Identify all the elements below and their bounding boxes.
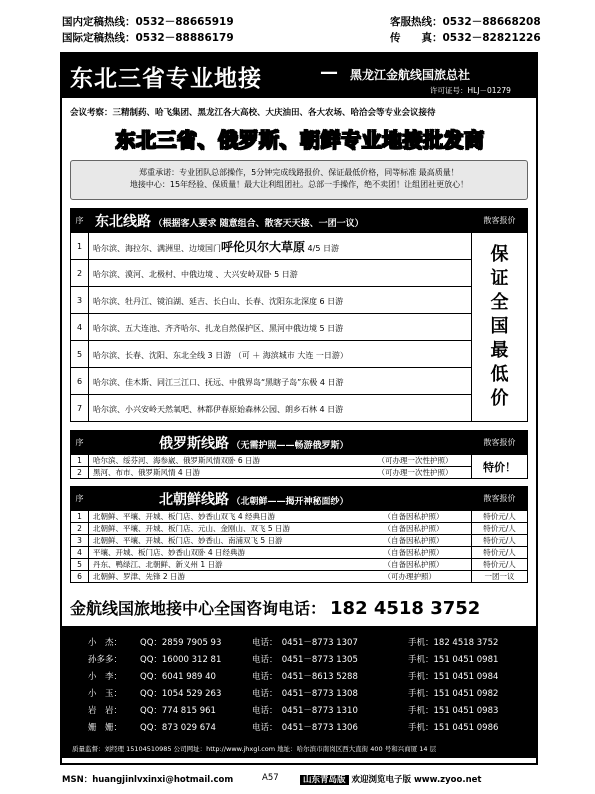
slogan: 东北三省、俄罗斯、朝鲜专业地接批发商 [115, 128, 485, 152]
route-text: 平壤、开城、板门店、妙香山双卧 4 日经典游 [89, 547, 384, 559]
korea-header [71, 487, 528, 511]
consult-text: 金航线国旅地接中心全国咨询电话： [70, 599, 327, 618]
route-pre: 哈尔滨、海拉尔、满洲里、边境国门 [93, 243, 221, 253]
route-text: 北朝鲜、平壤、开城、板门店、妙香山、南浦双飞 5 日游 [89, 535, 384, 547]
guarantee-char: 证 [490, 268, 509, 289]
contact-tel: 电话： 0451－8773 1310 [252, 706, 358, 716]
route-pre: 哈尔滨、小兴安岭天然氧吧、林都伊春原始森林公园、朗乡石林 4 日游 [93, 405, 344, 414]
contact-tel: 电话： 0451－8773 1306 [252, 723, 358, 733]
route-note: （自备因私护照） [384, 535, 472, 547]
route-text: 哈尔滨、绥芬河、海参崴、俄罗斯风情双卧 6 日游 [89, 455, 376, 467]
route-pre: 哈尔滨、佳木斯、同江三江口、抚远、中俄界岛“黑瞎子岛”东极 4 日游 [93, 378, 344, 387]
guarantee-char: 最 [490, 340, 509, 361]
route-row [71, 341, 528, 368]
route-note: （自备因私护照） [384, 547, 472, 559]
route-row [71, 467, 528, 479]
contact-name: 孙多多： [88, 655, 123, 665]
contact-row [62, 653, 536, 669]
route-row [71, 395, 528, 422]
promise-line-1: 郑重承诺：专业团队总部操作，5分钟完成线路报价、保证最低价格，同等标准 最高质量！ [139, 168, 459, 177]
korea-num-header: 序 [71, 487, 89, 511]
msn-address: MSN：huangjinlvxinxi@hotmail.com [62, 775, 234, 785]
banner-dash: — [320, 62, 338, 83]
russia-rows [71, 455, 528, 479]
korea-price-header: 散客报价 [472, 487, 528, 511]
contact-qq: QQ：1054 529 263 [140, 689, 222, 699]
korea-title-cell [89, 487, 472, 511]
route-text: 黑河、布市、俄罗斯风情 4 日游 [89, 467, 376, 479]
contact-mobile: 手机：151 0451 0984 [408, 672, 499, 682]
contact-qq: QQ：774 815 961 [140, 706, 216, 716]
contact-mobile: 手机：151 0451 0983 [408, 706, 499, 716]
route-pre: 哈尔滨、长春、沈阳、东北全线 3 日游 （可 ＋ 海滨城市 大连 一日游） [93, 351, 348, 360]
russia-subtitle: （无需护照——畅游俄罗斯） [231, 440, 349, 451]
contact-mobile: 手机：151 0451 0982 [408, 689, 499, 699]
route-pre: 哈尔滨、漠河、北极村、中俄边境 、大兴安岭双卧 5 日游 [93, 270, 298, 279]
route-text: 北朝鲜、平壤、开城、板门店、妙香山双飞 4 经典日游 [89, 511, 384, 523]
route-price: 一团一议 [472, 571, 528, 583]
meeting-inspection [70, 106, 436, 118]
route-highlight: 呼伦贝尔大草原 [221, 239, 306, 254]
banner-org: 黑龙江金航线国旅总社 [350, 68, 471, 82]
banner [62, 54, 536, 98]
route-pre: 哈尔滨、牡丹江、镜泊湖、延吉、长白山、长春、沈阳东北深度 6 日游 [93, 297, 344, 306]
contact-tel: 电话： 0451－8773 1305 [252, 655, 358, 665]
contact-row [62, 670, 536, 686]
route-text: 北朝鲜、平壤、开城、板门店、元山、金刚山、双飞 5 日游 [89, 523, 384, 535]
route-number: 3 [71, 535, 89, 547]
route-price: 特价元/人 [472, 511, 528, 523]
route-number: 2 [71, 523, 89, 535]
route-number: 6 [71, 368, 89, 395]
international-hotline: 国际定稿热线：0532－88886179 [62, 32, 234, 44]
route-number: 1 [71, 233, 89, 260]
contact-tel: 电话： 0451－8773 1308 [252, 689, 358, 699]
route-price: 特价元/人 [472, 559, 528, 571]
route-row [71, 559, 528, 571]
route-text: 丹东、鸭绿江、北朝鲜、新义州 1 日游 [89, 559, 384, 571]
contact-row [62, 687, 536, 703]
route-number: 3 [71, 287, 89, 314]
banner-title: 东北三省专业地接 [70, 66, 262, 92]
route-row [71, 523, 528, 535]
contact-qq: QQ：16000 312 81 [140, 655, 222, 665]
domestic-hotline: 国内定稿热线：0532－88665919 [62, 16, 234, 28]
guarantee-char: 全 [490, 292, 509, 313]
route-text [89, 395, 472, 422]
route-note: （可办理一次性护照） [376, 455, 472, 467]
inspection-text: 三精制药、哈飞集团、黑龙江各大高校、大庆油田、各大农场、哈洽会等专业会议接待 [112, 108, 436, 118]
contact-row [62, 721, 536, 737]
promise-box [70, 160, 528, 200]
guarantee-char: 保 [490, 244, 509, 265]
contact-qq: QQ：873 029 674 [140, 723, 216, 733]
russia-table [70, 430, 528, 479]
contact-qq: QQ：2859 7905 93 [140, 638, 222, 648]
route-number: 5 [71, 341, 89, 368]
contact-name: 小 李： [88, 672, 123, 682]
route-row [71, 260, 528, 287]
route-row [71, 314, 528, 341]
route-note: （可办理一次性护照） [376, 467, 472, 479]
guarantee-char: 低 [490, 364, 509, 385]
northeast-title-cell [89, 209, 472, 233]
promise-line-2: 地接中心：15年经验、保质量！最大让利组团社。总部一手操作，绝不卖团！让组团社更放心！ [129, 180, 469, 189]
route-text [89, 314, 472, 341]
route-number: 2 [71, 467, 89, 479]
route-number: 5 [71, 559, 89, 571]
edition-label: 山东青岛版 [300, 775, 349, 785]
route-text: 北朝鲜、罗津、先锋 2 日游 [89, 571, 384, 583]
page-number: A57 [262, 773, 279, 783]
consult-phone: 182 4518 3752 [330, 598, 481, 619]
contact-name: 岩 岩： [88, 706, 123, 716]
route-text [89, 260, 472, 287]
korea-table [70, 486, 528, 583]
route-note: （自备因私护照） [384, 523, 472, 535]
route-row [71, 535, 528, 547]
route-number: 4 [71, 314, 89, 341]
russia-header [71, 431, 528, 455]
hotline-right [390, 14, 541, 46]
license-number: 许可证号：HLJ－01279 [430, 86, 511, 95]
northeast-price-header: 散客报价 [472, 209, 528, 233]
route-row [71, 233, 528, 260]
route-number: 1 [71, 511, 89, 523]
route-number: 2 [71, 260, 89, 287]
guarantee-char: 价 [490, 388, 509, 409]
inspection-label: 会议考察： [70, 108, 113, 118]
northeast-subtitle: （根据客人要求 随意组合、散客天天接、一团一议） [153, 218, 364, 229]
contact-tel: 电话： 0451－8773 1307 [252, 638, 358, 648]
route-row [71, 455, 528, 467]
contact-tel: 电话： 0451－8613 5288 [252, 672, 358, 682]
northeast-header [71, 209, 528, 233]
footer-line: 质量监督：刘经理 15104510985 公司网址：http://www.jhxgl.com 地址：哈尔滨市南岗区西大直街 400 号和兴商厦 14 层 [72, 745, 437, 753]
russia-price-header: 散客报价 [472, 431, 528, 455]
contact-mobile: 手机：182 4518 3752 [408, 638, 499, 648]
route-text [89, 287, 472, 314]
route-number: 6 [71, 571, 89, 583]
russia-num-header: 序 [71, 431, 89, 455]
route-row [71, 547, 528, 559]
route-number: 7 [71, 395, 89, 422]
contact-mobile: 手机：151 0451 0986 [408, 723, 499, 733]
service-hotline: 客服热线：0532－88668208 [390, 16, 541, 28]
route-text [89, 368, 472, 395]
route-text [89, 341, 472, 368]
route-price: 特价元/人 [472, 535, 528, 547]
route-row [71, 571, 528, 583]
contacts-block [62, 626, 536, 758]
route-note: （自备因私护照） [384, 511, 472, 523]
northeast-rows [71, 233, 528, 422]
route-number: 1 [71, 455, 89, 467]
contact-name: 小 玉： [88, 689, 123, 699]
fax-line: 传 真：0532－82821226 [390, 32, 541, 44]
contact-name: 小 杰： [88, 638, 123, 648]
special-price: 特价！ [472, 455, 528, 479]
lowest-price-guarantee [472, 233, 528, 422]
contact-qq: QQ：6041 989 40 [140, 672, 216, 682]
ad-frame [60, 52, 538, 765]
route-text [89, 233, 472, 260]
route-note: （自备因私护照） [384, 559, 472, 571]
route-post: 4/5 日游 [305, 243, 339, 253]
northeast-num-header: 序 [71, 209, 89, 233]
northeast-table [70, 208, 528, 422]
contact-row [62, 704, 536, 720]
korea-title: 北朝鲜线路 [159, 491, 229, 508]
contact-name: 姗 姗： [88, 723, 123, 733]
edition-brand [300, 773, 481, 785]
route-price: 特价元/人 [472, 547, 528, 559]
guarantee-char: 国 [490, 316, 509, 337]
korea-subtitle: （北朝鲜——揭开神秘面纱） [231, 496, 349, 507]
consult-line [70, 596, 528, 619]
route-row [71, 511, 528, 523]
russia-title: 俄罗斯线路 [159, 435, 229, 452]
site-text: 欢迎浏览电子版 www.zyoo.net [351, 775, 482, 785]
russia-title-cell [89, 431, 472, 455]
route-price: 特价元/人 [472, 523, 528, 535]
route-row [71, 368, 528, 395]
route-note: （可办理护照） [384, 571, 472, 583]
contact-mobile: 手机：151 0451 0981 [408, 655, 499, 665]
northeast-title: 东北线路 [95, 213, 151, 230]
korea-rows [71, 511, 528, 583]
hotline-left [62, 14, 234, 46]
route-number: 4 [71, 547, 89, 559]
route-row [71, 287, 528, 314]
route-pre: 哈尔滨、五大连池、齐齐哈尔、扎龙自然保护区、黑河中俄边境 5 日游 [93, 324, 344, 333]
contact-row [62, 636, 536, 652]
